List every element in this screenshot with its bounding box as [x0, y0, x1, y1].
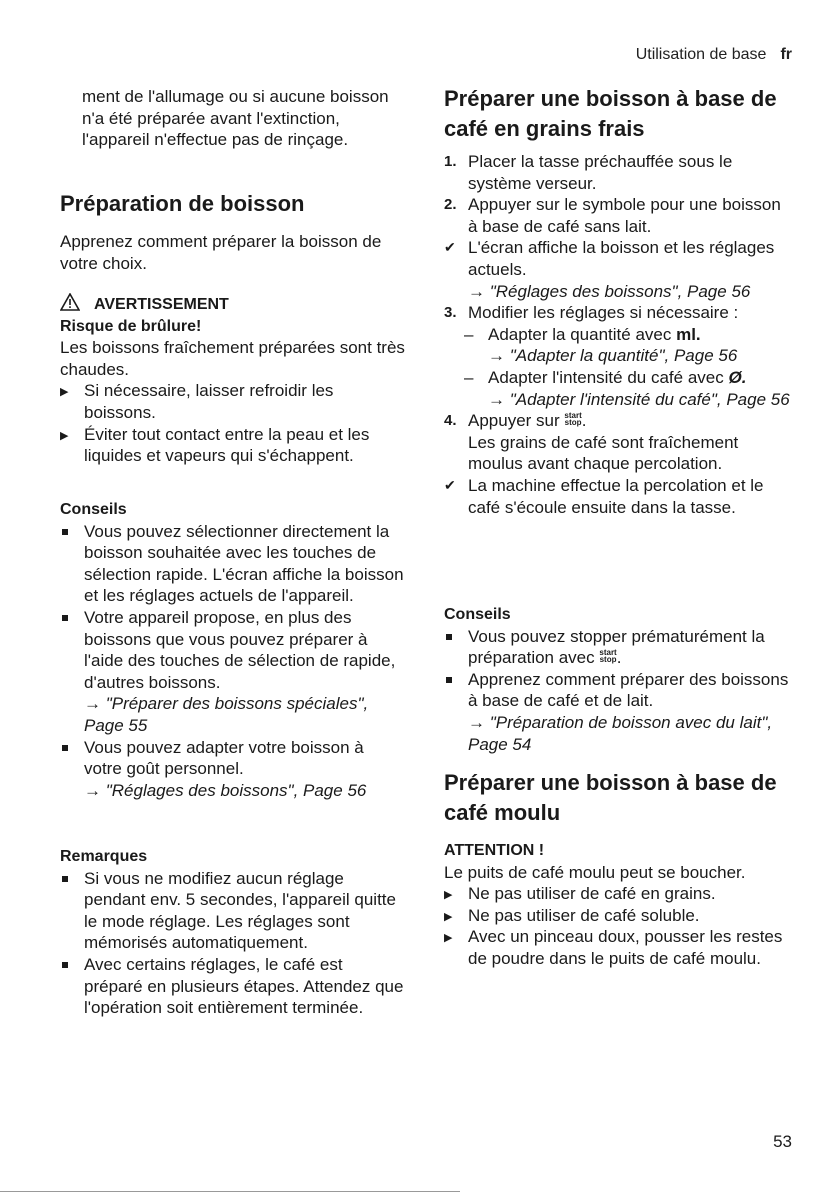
square-bullet-icon	[62, 529, 68, 535]
conseil-text: Vous pouvez adapter votre boisson à votre goût personnel.	[84, 737, 364, 779]
arrow-bullet-icon: ▶	[444, 910, 453, 923]
start-stop-icon	[564, 412, 581, 426]
cross-reference-link[interactable]: → "Préparer des boissons spéciales", Page 55	[84, 694, 369, 735]
result-text: L'écran affiche la boisson et les réglages actuels.	[468, 238, 775, 279]
check-icon: ✔	[444, 476, 456, 493]
section-title: Utilisation de base	[635, 46, 767, 63]
arrow-bullet-icon: ▶	[60, 429, 69, 442]
result-1	[444, 237, 794, 302]
steps-list	[444, 151, 794, 518]
conseils-title: Conseils	[444, 606, 511, 623]
intensity-symbol: Ø.	[728, 367, 747, 387]
start-stop-icon	[599, 649, 616, 663]
step-note: Les grains de café sont fraîchement moulus avant chaque percolation.	[468, 432, 739, 474]
start-label: start	[564, 411, 582, 421]
attention-title: ATTENTION !	[444, 842, 545, 859]
cross-reference-link[interactable]: → "Adapter l'intensité du café", Page 56	[488, 389, 790, 409]
remarques-block	[60, 846, 405, 1019]
conseil-item	[444, 669, 794, 755]
ml-symbol: ml.	[676, 324, 701, 344]
attention-item	[444, 905, 794, 927]
substep-text: Adapter l'intensité du café avec	[488, 367, 724, 387]
square-bullet-icon	[446, 677, 452, 683]
warning-item-text: Si nécessaire, laisser refroidir les boissons.	[84, 381, 334, 422]
stop-label: stop	[599, 655, 617, 665]
cross-reference-link[interactable]: → "Préparation de boisson avec du lait", Page 54	[468, 712, 773, 754]
arrow-bullet-icon: ▶	[444, 932, 453, 945]
heading-moulu: Préparer une boisson à base de café moulu	[444, 770, 777, 825]
step-3	[444, 302, 794, 324]
step-text: Placer la tasse préchauffée sous le système verseur.	[468, 152, 733, 193]
page-number: 53	[773, 1132, 792, 1151]
conseil-text: Votre appareil propose, en plus des boissons que vous pouvez préparer à l'aide des touches de sélection de rapide, d'autres boissons.	[84, 607, 396, 692]
conseil-item: Vous pouvez stopper prématurément la préparation avec start stop.	[444, 626, 794, 669]
remarque-item	[60, 868, 405, 954]
substep-text: Adapter la quantité avec	[488, 324, 672, 344]
warning-risk: Risque de brûlure!	[60, 317, 202, 335]
square-bullet-icon	[446, 634, 452, 640]
conseil-text: Vous pouvez stopper prématurément la préparation avec	[468, 626, 765, 668]
arrow-bullet-icon: ▶	[60, 386, 69, 399]
heading-grains: Préparer une boisson à base de café en grains frais	[444, 86, 777, 141]
warning-icon	[60, 293, 80, 311]
conseil-item	[60, 607, 405, 737]
remarque-text: Avec certains réglages, le café est préparé en plusieurs étapes. Attendez que l'opération soit entièrement terminée.	[84, 954, 404, 1018]
square-bullet-icon	[62, 876, 68, 882]
warning-item	[60, 380, 405, 423]
attention-text: Le puits de café moulu peut se boucher.	[444, 862, 746, 882]
square-bullet-icon	[62, 615, 68, 621]
warning-item	[60, 424, 405, 467]
warning-item-text: Éviter tout contact entre la peau et les liquides et vapeurs qui s'échappent.	[84, 424, 370, 466]
warning-label: AVERTISSEMENT	[94, 296, 229, 313]
warning-text: Les boissons fraîchement préparées sont très chaudes.	[60, 338, 405, 379]
right-conseils-block	[444, 604, 794, 755]
preparation-text: Apprenez comment préparer la boisson de votre choix.	[60, 232, 382, 273]
cross-reference-link[interactable]: → "Adapter la quantité", Page 56	[488, 346, 738, 366]
stop-label: stop	[564, 418, 582, 428]
conseil-text: Apprenez comment préparer des boissons à base de café et de lait.	[468, 669, 789, 711]
dash-bullet: –	[464, 324, 474, 344]
conseil-text: Vous pouvez sélectionner directement la boisson souhaitée avec les touches de sélection rapide. L'écran affiche la boisson et les réglages actuels de l'appareil.	[84, 521, 404, 606]
step-4: 4. Appuyer sur start stop. Les grains de café sont fraîchement moulus avant chaque percolation.	[444, 411, 739, 474]
step-number: 1.	[444, 153, 457, 170]
language-tag: fr	[780, 46, 792, 63]
step-number: 3.	[444, 304, 457, 322]
arrow-bullet-icon: ▶	[444, 889, 453, 902]
warning-block	[60, 293, 405, 467]
step-text: Modifier les réglages si nécessaire :	[468, 303, 739, 323]
heading-preparation: Préparation de boisson	[60, 191, 305, 216]
step-1	[444, 151, 794, 194]
attention-block	[444, 840, 794, 970]
warning-title	[60, 293, 405, 316]
conseils-title: Conseils	[60, 501, 127, 518]
substep-quantity	[464, 324, 794, 367]
remarques-title: Remarques	[60, 848, 148, 865]
remarque-text: Si vous ne modifiez aucun réglage pendant env. 5 secondes, l'appareil quitte le mode réglage. Les réglages sont mémorisés automatiquement.	[84, 868, 396, 953]
attention-item-text: Ne pas utiliser de café en grains.	[468, 884, 716, 904]
result-text: La machine effectue la percolation et le café s'écoule ensuite dans la tasse.	[468, 475, 764, 517]
conseil-item	[60, 737, 405, 802]
cross-reference-link[interactable]: → "Réglages des boissons", Page 56	[84, 780, 367, 800]
step-text: Appuyer sur	[468, 411, 560, 431]
remarque-item	[60, 954, 405, 1019]
step-number: 2.	[444, 196, 457, 214]
square-bullet-icon	[62, 745, 68, 751]
step-text: Appuyer sur le symbole pour une boisson à base de café sans lait.	[468, 195, 781, 236]
dash-bullet: –	[464, 367, 474, 387]
result-2	[444, 475, 794, 518]
attention-item	[444, 883, 794, 905]
running-header	[636, 46, 792, 64]
attention-item-text: Avec un pinceau doux, pousser les restes de poudre dans le puits de café moulu.	[468, 927, 783, 968]
step-number: 4.	[444, 412, 457, 430]
step-2	[444, 194, 794, 237]
substep-intensity	[464, 367, 794, 410]
conseils-block	[60, 499, 405, 801]
check-icon: ✔	[444, 239, 456, 256]
square-bullet-icon	[62, 962, 68, 968]
cross-reference-link[interactable]: → "Réglages des boissons", Page 56	[468, 281, 751, 301]
conseil-item	[60, 521, 405, 607]
start-label: start	[599, 648, 617, 658]
intro-text: ment de l'allumage ou si aucune boisson n'a été préparée avant l'extinction, l'appareil n'effectue pas de rinçage.	[82, 87, 389, 150]
attention-item-text: Ne pas utiliser de café soluble.	[468, 905, 700, 925]
attention-item	[444, 926, 794, 969]
